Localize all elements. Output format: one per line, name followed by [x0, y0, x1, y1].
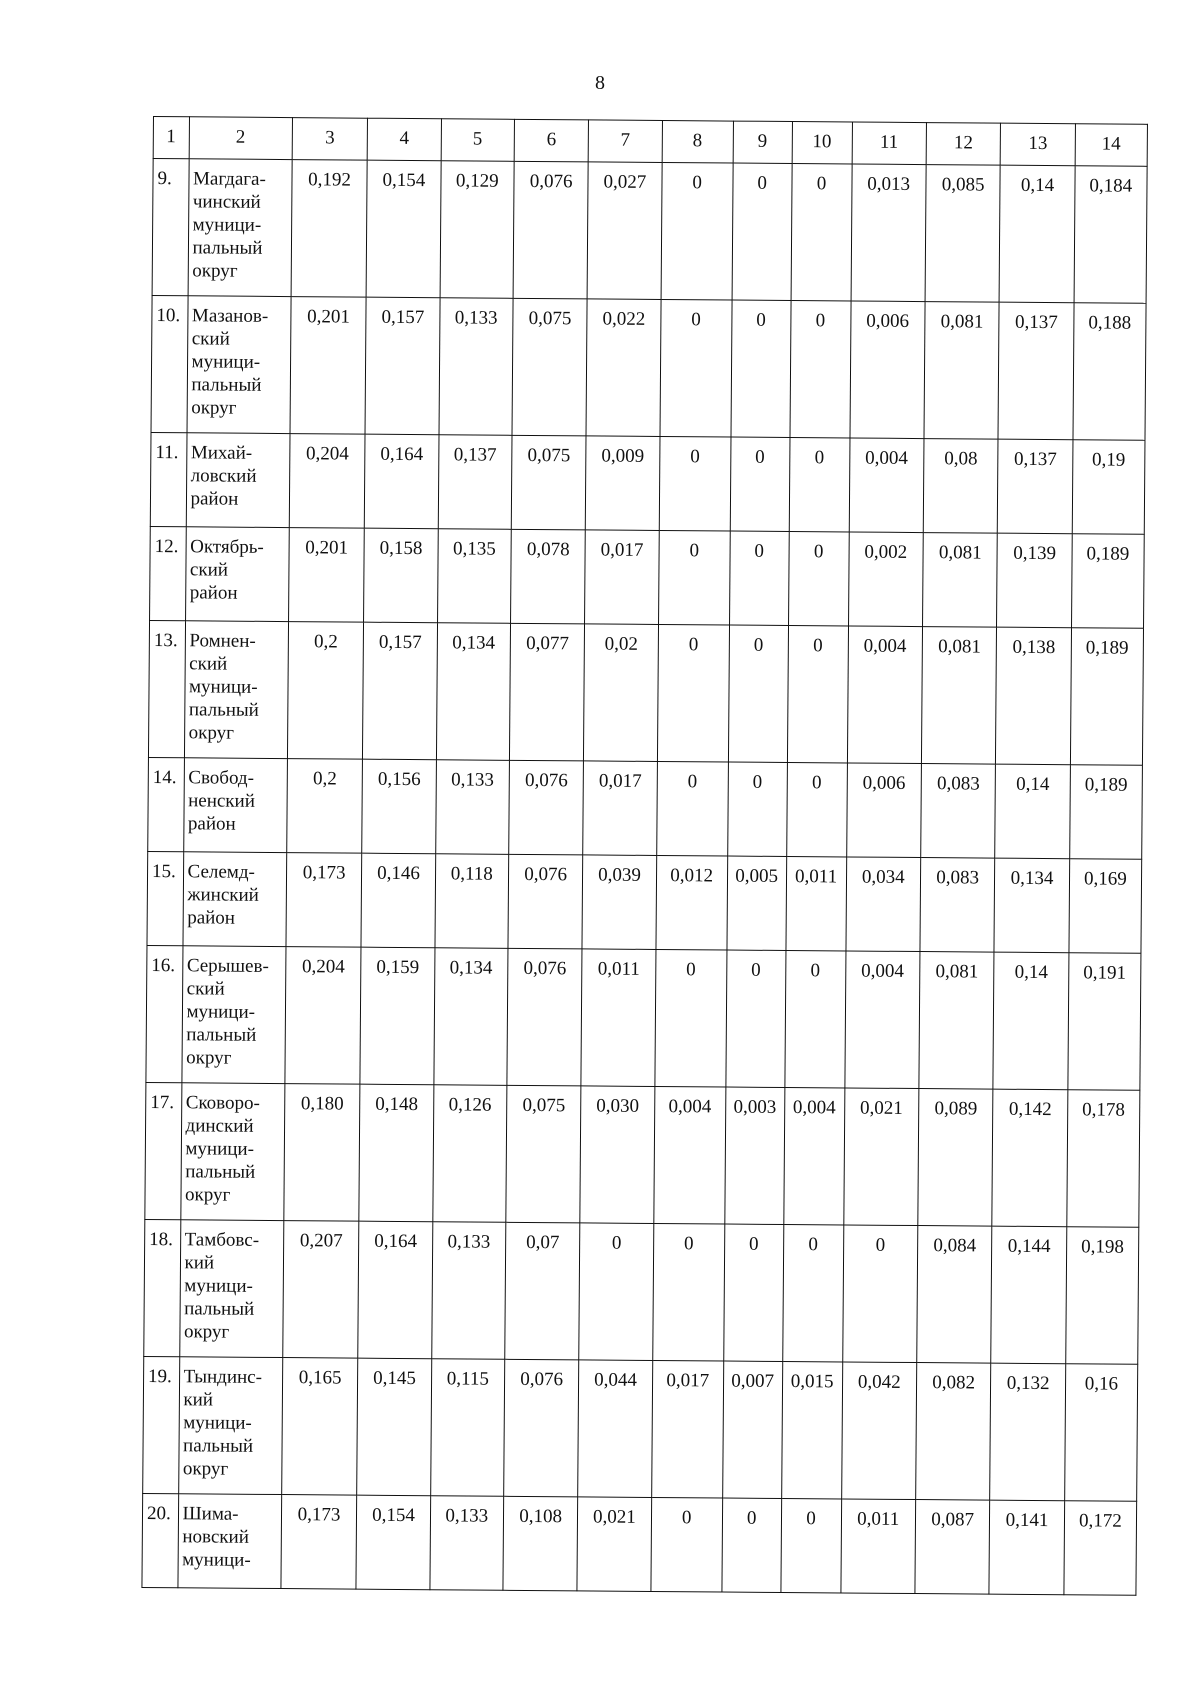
district-name-line: ский: [189, 653, 228, 675]
value-cell: 0,173: [281, 1495, 357, 1590]
district-name-line: пальный: [186, 1024, 257, 1046]
column-header: 5: [441, 119, 515, 162]
district-name-line: район: [189, 582, 238, 604]
district-name-line: ненский: [188, 790, 256, 812]
value-cell: 0,145: [357, 1358, 431, 1496]
table-row: [148, 620, 1143, 765]
row-number: 10.: [151, 295, 188, 432]
value-cell: 0: [788, 532, 849, 626]
value-cell: 0,108: [503, 1496, 578, 1591]
district-name-line: чинский: [192, 191, 261, 213]
value-cell: 0,154: [366, 160, 440, 298]
value-cell: 0: [722, 1498, 782, 1592]
value-cell: 0: [657, 624, 729, 762]
value-cell: 0,192: [291, 160, 368, 298]
value-cell: 0,184: [1074, 166, 1147, 304]
row-number: 15.: [147, 851, 183, 945]
value-cell: 0,012: [656, 855, 728, 950]
district-name-line: кий: [184, 1252, 215, 1274]
value-cell: 0: [790, 301, 851, 438]
value-cell: 0,118: [435, 854, 509, 949]
row-number: 18.: [144, 1219, 181, 1356]
value-cell: 0: [731, 300, 791, 437]
value-cell: 0: [656, 761, 728, 856]
value-cell: 0,030: [580, 1086, 654, 1224]
value-cell: 0,204: [285, 947, 362, 1085]
row-number: 13.: [148, 620, 185, 757]
value-cell: 0,133: [430, 1496, 504, 1591]
value-cell: 0,081: [924, 302, 999, 440]
value-cell: 0,126: [432, 1085, 506, 1223]
value-cell: 0,188: [1073, 303, 1146, 441]
table-row: [151, 295, 1146, 440]
district-name-line: ловский: [190, 465, 257, 487]
value-cell: 0,137: [998, 302, 1073, 440]
table-row: [145, 1082, 1140, 1227]
value-cell: 0: [728, 625, 788, 762]
row-number: 11.: [150, 432, 186, 526]
value-cell: 0,198: [1065, 1227, 1138, 1365]
value-cell: 0,007: [722, 1361, 782, 1498]
value-cell: 0,017: [651, 1360, 723, 1498]
value-cell: 0,076: [507, 948, 582, 1086]
value-cell: 0,011: [840, 1499, 915, 1594]
district-name-line: округ: [192, 260, 238, 282]
row-number: 9.: [152, 159, 189, 296]
value-cell: 0,14: [995, 764, 1070, 859]
district-name-line: район: [190, 488, 239, 510]
district-name-line: Шима-: [182, 1503, 239, 1525]
page-number: 8: [595, 72, 605, 94]
value-cell: 0: [579, 1223, 653, 1361]
value-cell: 0,004: [844, 951, 919, 1089]
value-cell: 0,08: [923, 439, 998, 534]
value-cell: 0,157: [365, 297, 439, 435]
value-cell: 0,165: [281, 1358, 358, 1496]
district-name-line: муници-: [183, 1412, 252, 1434]
value-cell: 0,004: [783, 1087, 844, 1224]
table-row: [143, 1356, 1138, 1501]
value-cell: 0,004: [653, 1086, 725, 1224]
district-name: [178, 1357, 282, 1495]
district-name-line: муници-: [188, 676, 258, 698]
value-cell: 0,164: [365, 434, 439, 529]
district-name-line: пальный: [192, 237, 263, 259]
value-cell: 0,172: [1064, 1501, 1137, 1596]
district-name-line: муници-: [186, 1001, 256, 1023]
value-cell: 0: [660, 299, 732, 437]
district-name-line: район: [187, 813, 236, 835]
table-row: [150, 526, 1145, 628]
value-cell: 0,201: [288, 528, 364, 623]
value-cell: 0,011: [786, 856, 847, 950]
value-cell: 0: [842, 1225, 917, 1363]
column-header: 2: [189, 117, 293, 160]
column-header: 3: [292, 118, 368, 161]
value-cell: 0,178: [1067, 1090, 1140, 1228]
district-name-line: пальный: [185, 1161, 256, 1183]
value-cell: 0,076: [504, 1359, 579, 1497]
table-row: [142, 1493, 1137, 1595]
value-cell: 0,180: [284, 1084, 361, 1222]
column-header: 1: [153, 117, 189, 159]
value-cell: 0,14: [993, 952, 1068, 1090]
value-cell: 0: [782, 1224, 843, 1361]
value-cell: 0,16: [1064, 1364, 1137, 1502]
value-cell: 0,207: [283, 1221, 360, 1359]
value-cell: 0: [652, 1223, 724, 1361]
value-cell: 0,133: [435, 760, 509, 855]
value-cell: 0,004: [849, 438, 924, 533]
value-cell: 0,146: [361, 853, 435, 948]
value-cell: 0,189: [1071, 534, 1144, 629]
district-name-line: округ: [186, 1047, 232, 1069]
value-cell: 0,039: [582, 855, 656, 950]
district-name-line: Свобод-: [188, 767, 255, 789]
value-cell: 0,006: [846, 763, 921, 858]
value-cell: 0,07: [505, 1222, 580, 1360]
table-row: [150, 432, 1145, 534]
value-cell: 0,137: [438, 435, 512, 530]
value-cell: 0,134: [994, 858, 1069, 953]
value-cell: 0,021: [843, 1088, 918, 1226]
value-cell: 0,077: [509, 623, 584, 761]
value-cell: 0,138: [996, 627, 1071, 765]
column-header: 14: [1075, 124, 1148, 167]
column-header: 7: [588, 120, 662, 163]
value-cell: 0: [655, 949, 727, 1087]
value-cell: 0,137: [998, 439, 1073, 534]
district-name: [181, 946, 285, 1084]
value-cell: 0,087: [915, 1500, 990, 1595]
value-cell: 0,075: [511, 435, 586, 530]
value-cell: 0,141: [989, 1500, 1064, 1595]
district-name-line: Михай-: [190, 442, 253, 464]
district-name-line: Магдага-: [192, 168, 266, 190]
value-cell: 0,159: [360, 947, 434, 1085]
value-cell: 0,173: [286, 853, 362, 948]
district-name-line: кий: [183, 1389, 214, 1411]
value-cell: 0,148: [359, 1084, 433, 1222]
table-row: [152, 159, 1147, 304]
value-cell: 0,2: [287, 622, 364, 760]
row-number: 19.: [143, 1356, 180, 1493]
value-cell: 0: [726, 950, 786, 1087]
district-name: [183, 758, 287, 853]
value-cell: 0,191: [1068, 953, 1141, 1091]
row-number: 14.: [148, 757, 184, 851]
district-name-line: ский: [191, 328, 230, 350]
district-name-line: пальный: [191, 374, 262, 396]
value-cell: 0,011: [581, 949, 655, 1087]
value-cell: 0,201: [290, 297, 367, 435]
district-name: [187, 296, 291, 434]
row-number: 20.: [142, 1493, 178, 1587]
value-cell: 0,135: [437, 529, 511, 624]
district-name-line: муници-: [192, 214, 262, 236]
value-cell: 0,082: [916, 1363, 991, 1501]
value-cell: 0: [658, 530, 730, 625]
value-cell: 0,139: [997, 533, 1072, 628]
district-name-line: округ: [183, 1321, 230, 1343]
value-cell: 0: [651, 1497, 723, 1592]
value-cell: 0,042: [841, 1362, 916, 1500]
value-cell: 0,142: [992, 1089, 1067, 1227]
value-cell: 0,164: [358, 1221, 432, 1359]
district-name-line: муници-: [184, 1275, 253, 1297]
table-row: [146, 945, 1141, 1090]
table-row: [148, 757, 1143, 859]
value-cell: 0,158: [364, 528, 438, 623]
column-header: 6: [514, 119, 589, 162]
district-name: [188, 159, 292, 297]
value-cell: 0,013: [851, 164, 926, 302]
value-cell: 0,154: [356, 1495, 430, 1590]
value-cell: 0,075: [512, 298, 587, 436]
value-cell: 0,009: [586, 436, 660, 531]
value-cell: 0,081: [922, 533, 997, 628]
value-cell: 0,19: [1072, 440, 1145, 535]
value-cell: 0: [727, 762, 787, 856]
district-name-line: новский: [182, 1526, 249, 1548]
value-cell: 0,144: [991, 1226, 1066, 1364]
value-cell: 0,204: [289, 434, 365, 529]
value-cell: 0,006: [850, 301, 925, 439]
value-cell: 0,005: [727, 856, 787, 950]
value-cell: 0,044: [578, 1360, 652, 1498]
value-cell: 0,169: [1069, 859, 1142, 954]
value-cell: 0,115: [430, 1359, 504, 1497]
district-name-line: Тамбовс-: [184, 1229, 260, 1251]
row-number: 12.: [150, 526, 186, 620]
value-cell: 0,034: [845, 857, 920, 952]
value-cell: 0,132: [990, 1363, 1065, 1501]
value-cell: 0,084: [917, 1226, 992, 1364]
value-cell: 0,081: [919, 952, 994, 1090]
district-name-line: Октябрь-: [190, 536, 264, 558]
value-cell: 0,022: [586, 299, 660, 437]
value-cell: 0,081: [921, 627, 996, 765]
value-cell: 0,002: [848, 532, 923, 627]
value-cell: 0: [780, 1498, 841, 1592]
value-cell: 0,189: [1070, 628, 1143, 766]
table-body: [142, 117, 1148, 1596]
column-header: 11: [852, 122, 927, 165]
district-name-line: округ: [184, 1184, 231, 1206]
value-cell: 0: [791, 164, 852, 301]
district-name: [177, 1494, 281, 1589]
value-cell: 0,134: [436, 623, 510, 761]
value-cell: 0,133: [439, 298, 513, 436]
value-cell: 0,189: [1069, 765, 1142, 860]
column-header: 13: [1000, 123, 1075, 166]
value-cell: 0,076: [508, 854, 583, 949]
value-cell: 0: [732, 163, 792, 300]
district-name: [186, 433, 290, 528]
column-header: 12: [926, 123, 1001, 166]
value-cell: 0: [661, 162, 733, 300]
table-row: [147, 851, 1142, 953]
value-cell: 0,076: [513, 161, 588, 299]
district-name-line: округ: [188, 722, 235, 744]
value-cell: 0,02: [584, 624, 658, 762]
district-name-line: муници-: [191, 351, 261, 373]
district-name-line: ский: [186, 978, 225, 1000]
column-header: 8: [662, 120, 733, 163]
value-cell: 0,134: [434, 948, 508, 1086]
value-cell: 0,017: [585, 530, 659, 625]
value-cell: 0,078: [510, 529, 585, 624]
district-name-line: Тындинс-: [183, 1366, 263, 1388]
district-name-line: ский: [189, 559, 229, 581]
district-name-line: жинский: [187, 884, 259, 906]
table-row: [144, 1219, 1139, 1364]
district-name-line: Ромнен-: [189, 630, 256, 652]
value-cell: 0,089: [918, 1089, 993, 1227]
row-number: 16.: [146, 945, 183, 1082]
district-name-line: муници-: [182, 1549, 251, 1571]
value-cell: 0,085: [925, 165, 1000, 303]
district-name-line: район: [187, 907, 236, 929]
value-cell: 0,083: [920, 858, 995, 953]
value-cell: 0,003: [725, 1087, 785, 1224]
district-name-line: динский: [185, 1115, 254, 1137]
value-cell: 0,076: [509, 760, 584, 855]
data-table: [141, 116, 1148, 1596]
district-name-line: пальный: [183, 1435, 254, 1457]
district-name: [184, 621, 288, 759]
column-header: 10: [792, 122, 852, 164]
value-cell: 0,156: [362, 759, 436, 854]
value-cell: 0: [723, 1224, 783, 1361]
district-name-line: округ: [191, 397, 237, 419]
district-name-line: Серышев-: [186, 955, 269, 977]
value-cell: 0,129: [440, 161, 514, 299]
district-name: [183, 852, 287, 947]
column-header: 9: [733, 121, 792, 163]
value-cell: 0,2: [287, 759, 363, 854]
value-cell: 0,075: [506, 1085, 581, 1223]
row-number: 17.: [145, 1082, 182, 1219]
district-name-line: муници-: [185, 1138, 255, 1160]
value-cell: 0,021: [577, 1497, 651, 1592]
value-cell: 0,133: [431, 1222, 505, 1360]
value-cell: 0,015: [781, 1361, 842, 1498]
district-name-line: пальный: [184, 1298, 255, 1320]
district-name: [179, 1220, 283, 1358]
district-name: [180, 1083, 284, 1221]
value-cell: 0,017: [583, 761, 657, 856]
district-name: [185, 527, 289, 622]
district-name-line: Мазанов-: [191, 305, 269, 327]
value-cell: 0: [784, 950, 845, 1087]
value-cell: 0: [729, 531, 789, 625]
value-cell: 0,083: [921, 764, 996, 859]
value-cell: 0: [659, 436, 731, 531]
value-cell: 0: [789, 438, 850, 532]
district-name-line: пальный: [188, 699, 259, 721]
value-cell: 0: [730, 437, 790, 531]
value-cell: 0,157: [363, 622, 437, 760]
column-header: 4: [367, 118, 441, 161]
district-name-line: Селемд-: [187, 861, 255, 883]
value-cell: 0: [786, 762, 847, 856]
value-cell: 0,14: [999, 165, 1074, 303]
value-cell: 0,027: [587, 162, 661, 300]
value-cell: 0: [787, 626, 848, 763]
district-name-line: округ: [182, 1458, 229, 1480]
value-cell: 0,004: [847, 626, 922, 764]
district-name-line: Сковоро-: [185, 1092, 260, 1114]
